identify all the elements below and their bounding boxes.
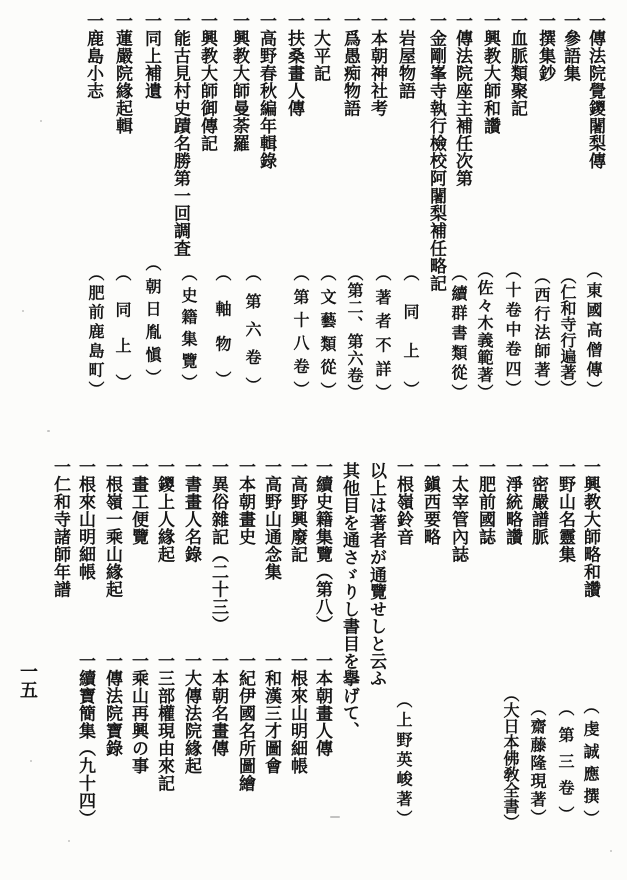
bibliography-entry: 一傳法院座主補任次第 [452,12,472,187]
scan-speck [330,816,340,818]
bibliography-entry: 一野山名靈集 [555,458,575,563]
bibliography-entry: 一興教大師御傳記 [197,12,217,152]
bibliography-entry: 一紀伊國名所圖繪 [235,652,255,792]
bibliography-entry: 一乘山再興の事 [128,652,148,775]
bibliography-note: （文藝類從） [318,265,337,398]
bibliography-entry: 一本朝神社考 [367,12,387,117]
bibliography-entry: 一鎭西要略 [420,458,440,546]
bibliography-entry: 一根嶺鈴音 [393,458,413,546]
bibliography-entry: 一大平記 [310,12,330,82]
bibliography-entry: 一書畫人名錄 [181,458,201,563]
bibliography-note: （朝日胤愼） [143,255,162,385]
bibliography-entry: 一本朝畫史 [235,458,255,546]
scan-speck [47,430,50,432]
bibliography-note: （齋藤隆現著） [528,700,547,825]
bibliography-note: （史籍集覽） [179,265,198,390]
bibliography-entry: 一能古見村史蹟名勝第一回調査 [170,12,190,257]
bibliography-entry: 一根嶺一乘山緣起 [102,458,122,598]
bibliography-entry: 一密嚴譜脈 [528,458,548,546]
bibliography-note: （同上） [401,265,420,397]
bibliography-note: （西行法師著） [532,268,551,396]
remark-text: 其他目を通さゞりし書目を擧げて、 [339,462,359,739]
bibliography-note: （虔誠應撰） [581,698,600,826]
bibliography-entry: 一鹿島小志 [83,12,103,100]
bibliography-note: （第三卷） [556,700,575,822]
bibliography-entry: 一興教大師曼荼羅 [229,12,249,152]
bibliography-entry: 一畫工便覽 [128,458,148,546]
bibliography-entry: 一三部權現由來記 [154,652,174,792]
bibliography-entry: 一高野春秋編年輯錄 [256,12,276,170]
bibliography-entry: 一和漢三才圖會 [261,652,281,775]
bibliography-note: （第六卷） [243,265,262,393]
bibliography-entry: 一金剛峯寺執行檢校阿闍梨補任略記 [426,12,446,292]
bibliography-entry: 一高野山通念集 [261,458,281,581]
bibliography-entry: 一大傳法院緣起 [181,652,201,775]
scan-speck [22,310,24,312]
bibliography-entry: 一參語集 [560,12,580,82]
bibliography-entry: 一肥前國誌 [475,458,495,546]
bibliography-entry: 一高野興廢記 [287,458,307,563]
bibliography-entry: 一續寶簡集（九十四） [75,652,95,827]
bibliography-entry: 一傳法院覺鑁闍梨傳 [585,12,605,170]
bibliography-entry: 一岩屋物語 [395,12,415,100]
page-number: 一五 [17,662,38,699]
bibliography-entry: 一同上補遺 [141,12,161,100]
bibliography-note: （同上） [113,265,132,390]
remark-text: 以上は著者が通覽せしと云ふ [366,462,386,687]
bibliography-entry: 一續史籍集覽（第八） [312,458,332,633]
bibliography-note: （大日本佛敎全書） [501,686,520,830]
bibliography-entry: 一撰集鈔 [535,12,555,82]
bibliography-entry: 一根來山明細帳 [287,652,307,775]
bibliography-entry: 一興教大師和讚 [480,12,500,135]
scan-speck [610,850,612,852]
bibliography-note: （第二、第六卷） [345,265,364,400]
scan-speck [68,840,70,842]
bibliography-entry: 一太宰管內誌 [448,458,468,563]
bibliography-note: （東國高僧傳） [584,262,603,397]
bibliography-entry: 一異俗雜記（二十三） [208,458,228,633]
bibliography-entry: 一仁和寺諸師年譜 [50,458,70,598]
bibliography-entry: 一蓮嚴院緣起輯 [112,12,132,135]
bibliography-entry: 一根來山明細帳 [75,458,95,581]
bibliography-note: （十卷中卷四） [503,262,522,396]
bibliography-entry: 一鑁上人緣起 [154,458,174,563]
bibliography-entry: 一爲愚痴物語 [340,12,360,117]
bibliography-note: （仁和寺行遍著） [558,268,577,396]
bibliography-entry: 一血脈類聚記 [507,12,527,117]
bibliography-note: （上野英峻著） [394,692,413,826]
bibliography-entry: 一本朝畫人傳 [312,652,332,757]
bibliography-note: （佐々木義範著） [475,262,494,400]
bibliography-entry: 一傳法院寶錄 [102,652,122,757]
bibliography-note: （第十八卷） [291,265,310,397]
scan-speck [40,120,42,122]
bibliography-note: （軸物） [213,265,232,387]
bibliography-note: （著者不詳） [373,265,392,400]
bibliography-entry: 一興教大師略和讚 [580,458,600,598]
scan-speck [30,760,32,762]
bibliography-note: （肥前鹿島町） [86,265,105,397]
bibliography-note: （續群書類從） [449,265,468,400]
bibliography-entry: 一淨統略讚 [502,458,522,546]
bibliography-entry: 一扶桑畫人傳 [284,12,304,117]
bibliography-entry: 一本朝名畫傳 [208,652,228,757]
